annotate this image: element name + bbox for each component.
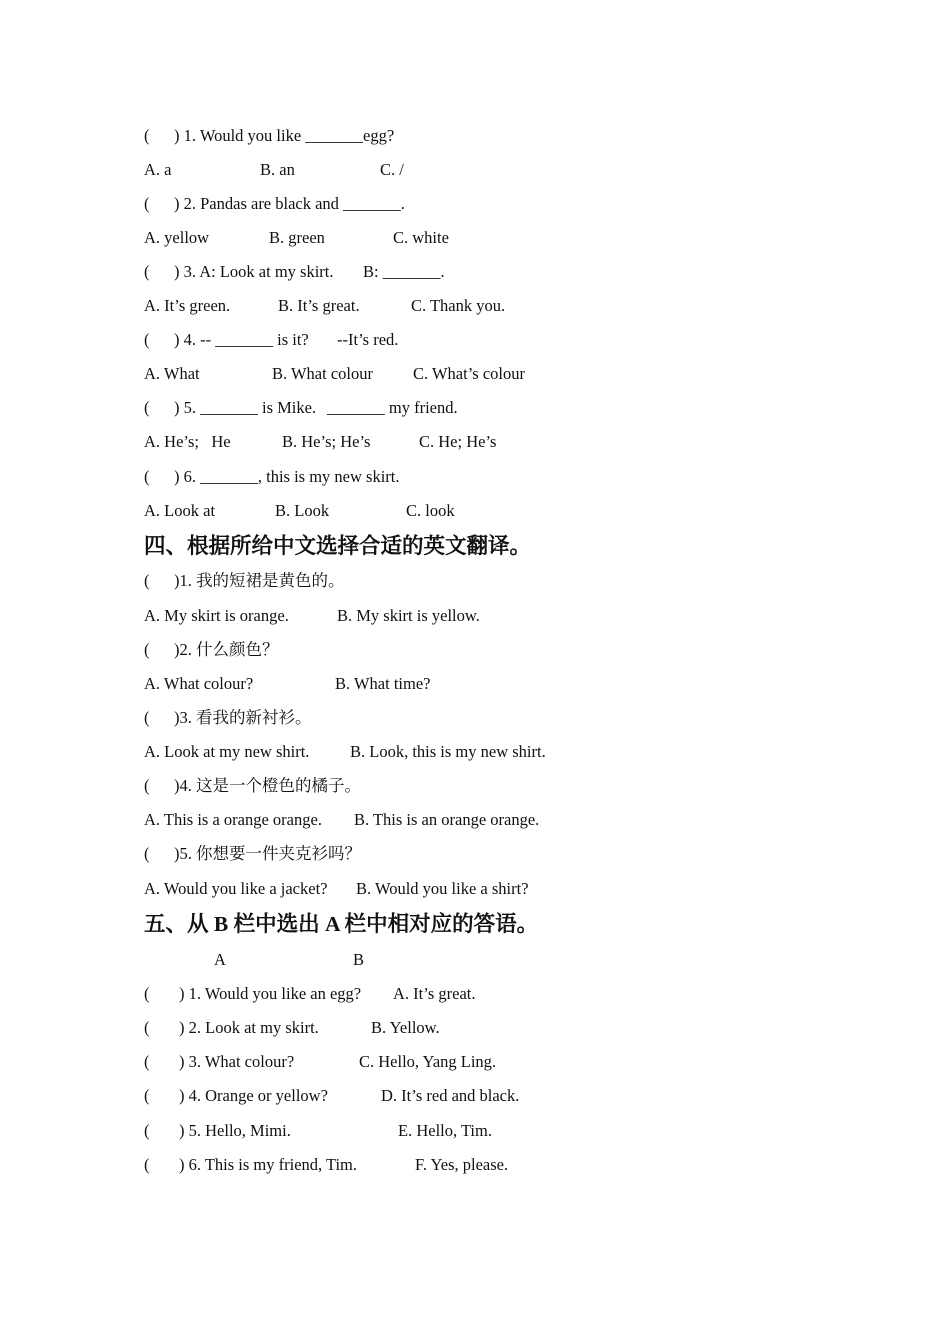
match-question: ) 6. This is my friend, Tim. [179, 1155, 358, 1174]
match-question: ) 2. Look at my skirt. [179, 1018, 319, 1037]
option-a: A. It’s green. [144, 296, 231, 315]
option-c: C. He; He’s [419, 432, 497, 451]
option-a: A. Would you like a jacket? [144, 879, 328, 898]
question-text: ) 5. _______ is Mike. [174, 398, 317, 417]
options-3-5 [144, 429, 497, 455]
option-b: B. an [260, 160, 295, 179]
question-3-2 [144, 191, 405, 217]
option-b: B. What colour [272, 364, 373, 383]
option-b: B. Look, this is my new shirt. [350, 742, 546, 761]
question-text: )4. 这是一个橙色的橘子。 [174, 776, 361, 795]
options-4-2 [144, 671, 431, 697]
option-c: C. white [393, 228, 449, 247]
match-question: ) 5. Hello, Mimi. [179, 1121, 291, 1140]
question-text: ) 6. _______, this is my new skirt. [174, 467, 400, 486]
question-3-5 [144, 395, 458, 421]
question-text: )2. 什么颜色？ [174, 640, 279, 659]
match-row-2 [144, 1015, 440, 1041]
column-a-header: A [214, 950, 226, 969]
question-text: ) 3. A: Look at my skirt. [174, 262, 334, 281]
match-row-4 [144, 1083, 520, 1109]
option-a: A. Look at my new shirt. [144, 742, 310, 761]
options-3-4 [144, 361, 525, 387]
question-3-1 [144, 123, 395, 149]
options-3-6 [144, 498, 455, 524]
options-3-1 [144, 157, 404, 183]
match-answer: C. Hello, Yang Ling. [359, 1052, 497, 1071]
answer-paren[interactable]: ( [144, 1155, 150, 1174]
options-4-4 [144, 807, 540, 833]
question-text: )3. 看我的新衬衫。 [174, 708, 312, 727]
options-4-3 [144, 739, 546, 765]
option-b: B. My skirt is yellow. [337, 606, 480, 625]
answer-paren[interactable]: ( [144, 126, 150, 145]
match-answer: B. Yellow. [371, 1018, 440, 1037]
option-a: A. a [144, 160, 172, 179]
match-row-3 [144, 1049, 497, 1075]
question-text: )5. 你想要一件夹克衫吗？ [174, 844, 361, 863]
match-row-5 [144, 1118, 492, 1144]
question-3-4 [144, 327, 399, 353]
answer-paren[interactable]: ( [144, 640, 150, 659]
match-answer: A. It’s great. [393, 984, 476, 1003]
options-3-2 [144, 225, 449, 251]
answer-paren[interactable]: ( [144, 1086, 150, 1105]
answer-paren[interactable]: ( [144, 398, 150, 417]
options-3-3 [144, 293, 506, 319]
answer-paren[interactable]: ( [144, 1121, 150, 1140]
match-row-1 [144, 981, 476, 1007]
answer-paren[interactable]: ( [144, 330, 150, 349]
question-text-b: --It’s red. [337, 330, 399, 349]
answer-paren[interactable]: ( [144, 467, 150, 486]
question-4-3 [144, 705, 312, 731]
option-b: B. This is an orange orange. [354, 810, 540, 829]
option-b: B. Look [275, 501, 330, 520]
match-question: ) 4. Orange or yellow? [179, 1086, 328, 1105]
option-a: A. What [144, 364, 200, 383]
question-text-b: B: _______. [363, 262, 445, 281]
option-a: A. What colour? [144, 674, 254, 693]
answer-paren[interactable]: ( [144, 708, 150, 727]
option-b: B. What time? [335, 674, 431, 693]
question-3-6 [144, 464, 400, 490]
option-c: C. look [406, 501, 455, 520]
match-answer: D. It’s red and black. [381, 1086, 520, 1105]
answer-paren[interactable]: ( [144, 262, 150, 281]
option-c: C. / [380, 160, 404, 179]
question-text: ) 2. Pandas are black and _______. [174, 194, 405, 213]
match-answer: E. Hello, Tim. [398, 1121, 492, 1140]
column-b-header: B [353, 950, 365, 969]
options-4-1 [144, 603, 480, 629]
question-4-4 [144, 773, 361, 799]
section-5-heading: 五、从 B 栏中选出 A 栏中相对应的答语。 [144, 912, 539, 936]
question-4-2 [144, 637, 279, 663]
option-c: C. What’s colour [413, 364, 525, 383]
option-a: A. Look at [144, 501, 216, 520]
option-b: B. It’s great. [278, 296, 360, 315]
answer-paren[interactable]: ( [144, 571, 150, 590]
answer-paren[interactable]: ( [144, 776, 150, 795]
question-text: ) 4. -- _______ is it? [174, 330, 309, 349]
section-4-heading: 四、根据所给中文选择合适的英文翻译。 [144, 534, 532, 558]
match-question: ) 1. Would you like an egg? [179, 984, 362, 1003]
answer-paren[interactable]: ( [144, 1018, 150, 1037]
question-4-1 [144, 568, 345, 594]
answer-paren[interactable]: ( [144, 194, 150, 213]
option-b: B. Would you like a shirt? [356, 879, 529, 898]
option-b: B. He’s; He’s [282, 432, 371, 451]
option-a: A. He’s; He [144, 432, 231, 451]
option-b: B. green [269, 228, 325, 247]
question-text: ) 1. Would you like _______egg? [174, 126, 395, 145]
option-a: A. This is a orange orange. [144, 810, 322, 829]
match-question: ) 3. What colour? [179, 1052, 295, 1071]
option-a: A. yellow [144, 228, 210, 247]
options-4-5 [144, 876, 529, 902]
column-headers [144, 947, 365, 973]
match-answer: F. Yes, please. [415, 1155, 509, 1174]
answer-paren[interactable]: ( [144, 1052, 150, 1071]
question-text: )1. 我的短裙是黄色的。 [174, 571, 345, 590]
match-row-6 [144, 1152, 509, 1178]
question-text-b: _______ my friend. [327, 398, 458, 417]
option-c: C. Thank you. [411, 296, 506, 315]
question-4-5 [144, 841, 361, 867]
option-a: A. My skirt is orange. [144, 606, 289, 625]
question-3-3 [144, 259, 445, 285]
answer-paren[interactable]: ( [144, 844, 150, 863]
answer-paren[interactable]: ( [144, 984, 150, 1003]
